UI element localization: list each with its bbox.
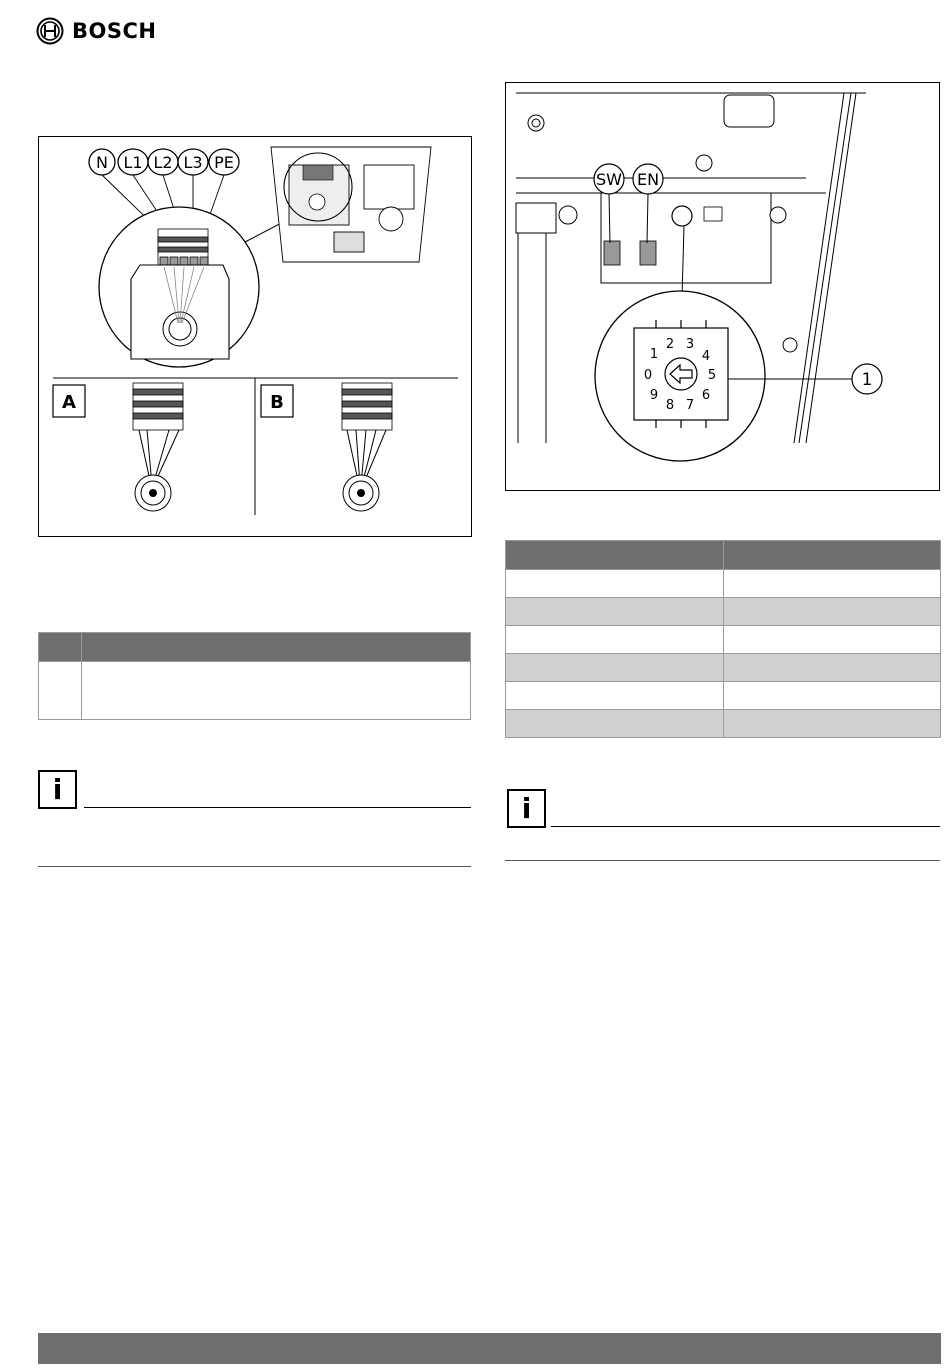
dial-digit-5: 5 [707, 368, 717, 383]
dial-digit-2: 2 [665, 337, 675, 352]
table-cell [724, 682, 941, 710]
table-header-cell [724, 541, 941, 570]
table-header-cell [39, 633, 82, 662]
dial-digit-4: 4 [701, 349, 711, 364]
table-row [506, 654, 941, 682]
right-table [505, 540, 941, 738]
dial-switch-illustration [506, 83, 941, 492]
table-header-row [39, 633, 471, 662]
callout-1: 1 [861, 370, 873, 390]
table-cell [506, 626, 724, 654]
table-cell [724, 654, 941, 682]
table-cell [724, 598, 941, 626]
info-note-end-rule [38, 866, 471, 867]
panel-label-a: A [62, 392, 76, 413]
info-icon [38, 770, 77, 809]
table-cell [724, 710, 941, 738]
info-icon-glyph: i [521, 791, 532, 825]
info-icon [507, 789, 546, 828]
wiring-figure [38, 136, 472, 537]
table-row [506, 626, 941, 654]
terminal-label-l1: L1 [123, 153, 143, 172]
dial-digit-9: 9 [649, 388, 659, 403]
wiring-illustration [39, 137, 473, 538]
table-row [506, 570, 941, 598]
table-cell [82, 662, 471, 720]
table-cell [39, 662, 82, 720]
table-cell [506, 654, 724, 682]
switch-label-sw: SW [596, 170, 622, 189]
switch-label-en: EN [636, 170, 660, 189]
table-row [506, 710, 941, 738]
table-cell [724, 626, 941, 654]
dial-digit-7: 7 [685, 398, 695, 413]
info-icon-glyph: i [52, 772, 63, 806]
brand-name: BOSCH [72, 19, 157, 43]
table-header-row [506, 541, 941, 570]
info-note-rule [84, 807, 471, 808]
dial-digit-1: 1 [649, 347, 659, 362]
brand-logo [36, 16, 166, 46]
panel-label-b: B [270, 392, 284, 413]
table-header-cell [506, 541, 724, 570]
dial-digit-6: 6 [701, 388, 711, 403]
dial-digit-0: 0 [643, 368, 653, 383]
terminal-label-pe: PE [214, 153, 234, 172]
table-row [506, 682, 941, 710]
table-cell [506, 570, 724, 598]
table-header-cell [82, 633, 471, 662]
info-note-rule [551, 826, 940, 827]
bosch-armature-icon [36, 17, 64, 45]
terminal-label-l3: L3 [183, 153, 203, 172]
terminal-label-l2: L2 [153, 153, 173, 172]
dial-switch-figure [505, 82, 940, 491]
table-row [506, 598, 941, 626]
left-table [38, 632, 471, 720]
footer-bar [38, 1333, 941, 1364]
table-cell [506, 598, 724, 626]
table-cell [724, 570, 941, 598]
dial-digit-8: 8 [665, 398, 675, 413]
table-row [39, 662, 471, 720]
table-cell [506, 682, 724, 710]
table-cell [506, 710, 724, 738]
info-note-end-rule [505, 860, 940, 861]
terminal-label-n: N [96, 153, 108, 172]
dial-digit-3: 3 [685, 337, 695, 352]
